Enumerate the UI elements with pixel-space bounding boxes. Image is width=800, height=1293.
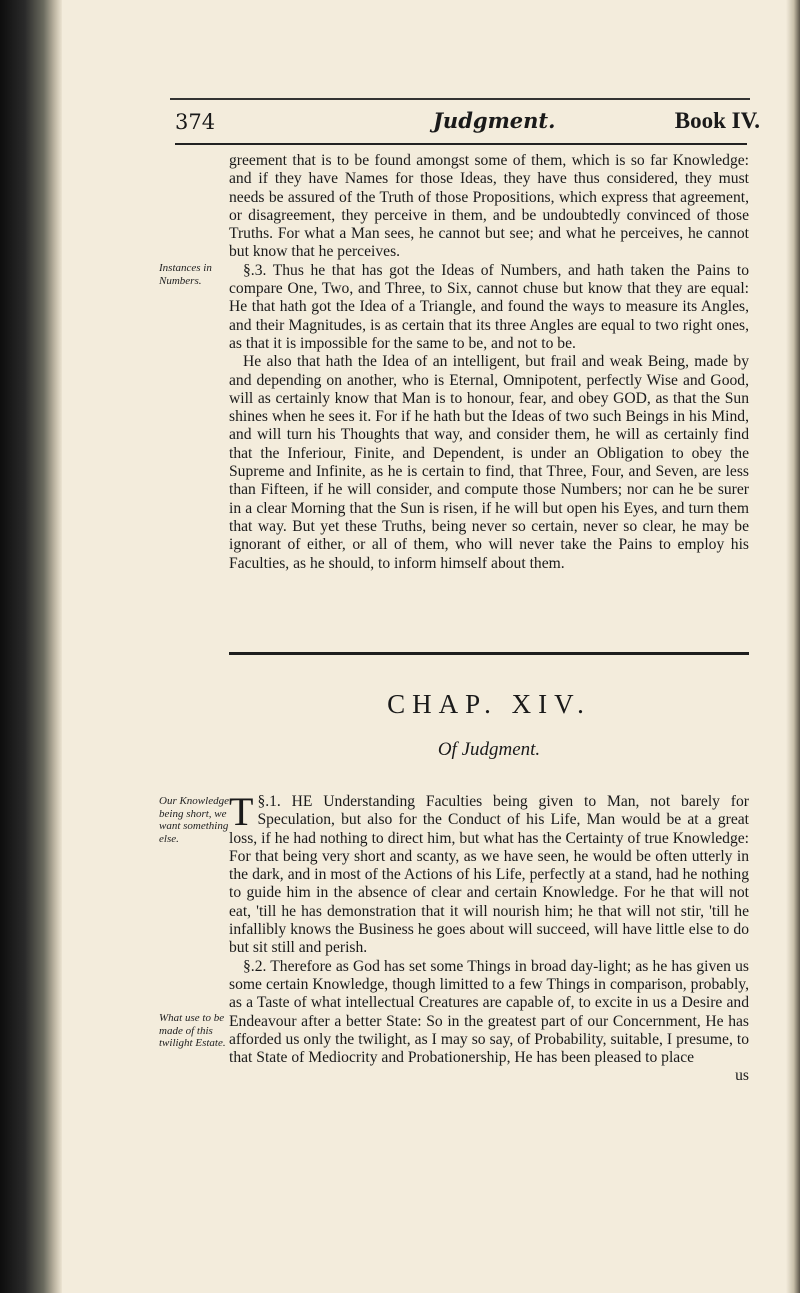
paragraph-section-1-text: §.1. HE Understanding Faculties being given to Man, not barely for Speculation, but also for the Conduct of his Life, Man would be at a great loss, if he had nothing to direct him, but what has the Certainty of true Knowledge: For that being very short and scanty, as we have seen, he would be often utterly in the dark, and in most of the Actions of his Life, perfectly at a stand, had he nothing to guide him in the absence of clear and certain Knowledge. For he that will not eat, 'till he has demonstration that it will nourish him; he that will not stir, 'till he infallibly knows the Business he goes about will succeed, will have little else to do but sit still and perish.	[229, 793, 749, 957]
section-body	[229, 152, 749, 573]
paragraph-intelligent-being: He also that hath the Idea of an intelligent, but frail and weak Being, made by and depending on another, who is Eternal, Omnipotent, perfectly Wise and Good, will as certainly know that Man is to honour, fear, and obey GOD, as that the Sun shines when he sees it. For if he hath but the Ideas of two such Beings in his Mind, and will turn his Thoughts that way, and consider them, he will as certainly find that the Inferiour, Finite, and Dependent, is under an Obligation to obey the Supreme and Infinite, as he is certain to find, that Three, Four, and Seven, are less than Fifteen, if he will consider, and compute those Numbers; nor can he be surer in a clear Morning that the Sun is risen, if he will but open his Eyes, and turn them that way. But yet these Truths, being never so certain, never so clear, he may be ignorant of either, or all of them, who will never take the Pains to employ his Faculties, as he should, to inform himself about them.	[229, 353, 749, 572]
margin-note-instances: Instances in Numbers.	[159, 262, 212, 287]
chapter-subtitle: Of Judgment.	[437, 739, 541, 760]
page-number: 374	[175, 110, 216, 134]
drop-cap: T	[229, 789, 254, 834]
book-label: Book IV.	[674, 108, 760, 133]
top-rule	[170, 98, 750, 100]
page-header	[175, 108, 760, 146]
catchword: us	[735, 1067, 749, 1085]
chapter-title: CHAP. XIV.	[387, 689, 591, 719]
paragraph-continued: greement that is to be found amongst some of them, which is so far Knowledge: and if they have Names for those Ideas, they have thus considered, they must needs be assured of the Truth of those Propositions, which express that agreement, or disagreement, they perceive in them, and be undoubtedly convinced of those Truths. For what a Man sees, he cannot but see; and what he perceives, he cannot but know that he perceives.	[229, 152, 749, 261]
header-rule	[175, 143, 747, 145]
chapter-body	[229, 789, 749, 1086]
paragraph-section-2: §.2. Therefore as God has set some Things in broad day-light; as he has given us some certain Knowledge, though limitted to a few Things in comparison, probably, as a Taste of what intellectual Creatures are capable of, to excite in us a Desire and Endeavour after a better State: So in the greatest part of our Concernment, He has afforded us only the twilight, as I may so say, of Probability, suitable, I presume, to that State of Mediocrity and Probationership, He has been pleased to place	[229, 957, 749, 1067]
margin-note-knowledge-short: Our Knowledge being short, we want something else.	[159, 795, 229, 845]
paragraph-section-3: §.3. Thus he that has got the Ideas of Numbers, and hath taken the Pains to compare One, Two, and Three, to Six, cannot chuse but know that they are equal: He that hath got the Idea of a Triangle, and found the ways to measure its Angles, and their Magnitudes, is as certain that its three Angles are equal to two right ones, as that it is impossible for the same to be, and not to be.	[229, 261, 749, 352]
book-binding-shadow	[0, 0, 62, 1293]
page-edge-shadow	[786, 0, 800, 1293]
paragraph-section-1	[229, 789, 749, 958]
margin-note-twilight: What use to be made of this twilight Estate.	[159, 1012, 226, 1049]
running-head: Judgment.	[433, 108, 556, 133]
chapter-rule	[229, 652, 749, 655]
